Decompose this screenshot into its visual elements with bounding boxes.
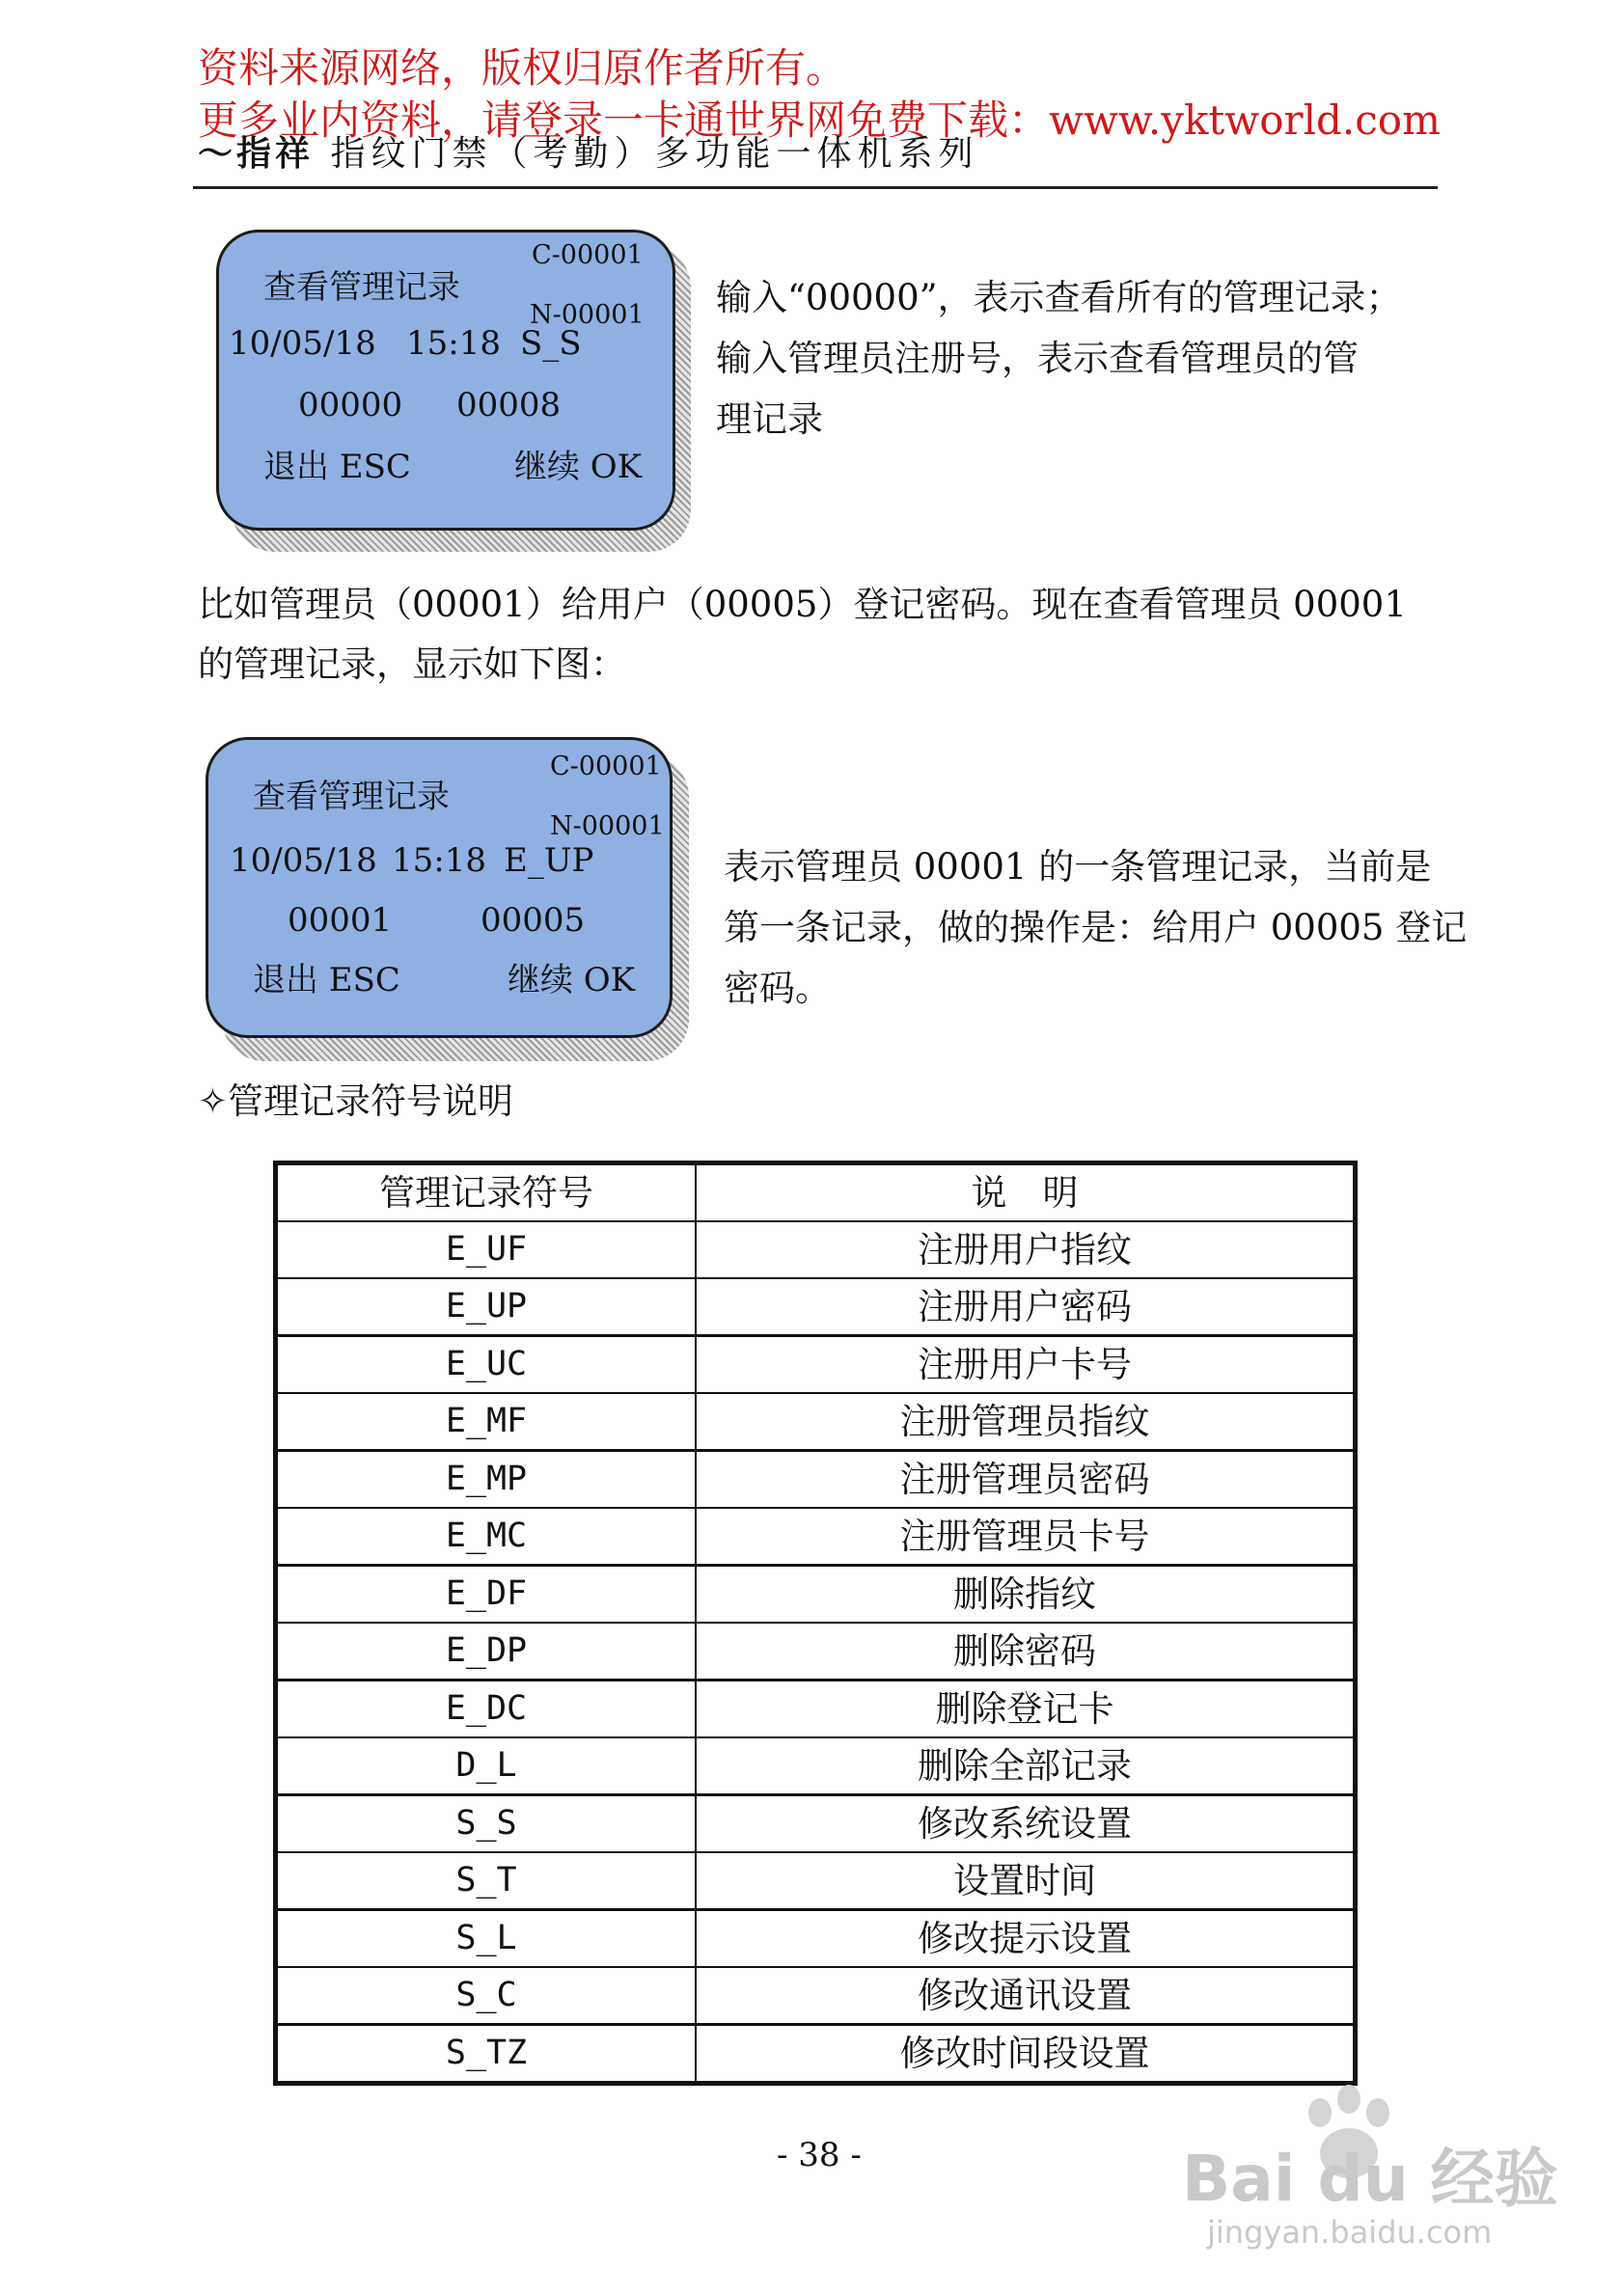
record-symbol-cell: E_DC bbox=[276, 1681, 697, 1738]
table-row bbox=[276, 1221, 1356, 1278]
example-paragraph-line: 比如管理员（00001）给用户（00005）登记密码。现在查看管理员 00001 bbox=[198, 584, 1407, 625]
table-row bbox=[276, 1623, 1356, 1681]
record-symbol-cell: E_MC bbox=[276, 1508, 697, 1566]
record-symbol-cell: E_DP bbox=[276, 1623, 697, 1681]
record-symbol-cell: S_L bbox=[276, 1910, 697, 1968]
lcd-date: 10/05/18 bbox=[229, 324, 376, 363]
record-description-cell: 注册用户密码 bbox=[696, 1278, 1356, 1336]
table-row bbox=[276, 1336, 1356, 1394]
record-symbol-cell: E_MP bbox=[276, 1451, 697, 1509]
series-title: 指纹门禁（考勤）多功能一体机系列 bbox=[330, 134, 979, 174]
record-description-cell: 修改通讯设置 bbox=[696, 1967, 1356, 2025]
lcd-date: 10/05/18 bbox=[230, 841, 377, 880]
record-symbol-cell: E_UC bbox=[276, 1336, 697, 1394]
record-description-cell: 注册管理员卡号 bbox=[696, 1508, 1356, 1566]
screen2-desc-line: 密码。 bbox=[724, 968, 831, 1009]
header-description: 说 明 bbox=[696, 1163, 1356, 1222]
record-description-cell: 设置时间 bbox=[696, 1852, 1356, 1910]
table-row bbox=[276, 1393, 1356, 1451]
lcd-admin-id: 00000 bbox=[298, 386, 403, 424]
table-row bbox=[276, 1795, 1356, 1853]
lcd-continue-ok: 继续 OK bbox=[514, 448, 643, 486]
table-row bbox=[276, 1451, 1356, 1509]
lcd-exit-esc: 退出 ESC bbox=[263, 448, 411, 486]
screen1-desc-line: 输入“00000”，表示查看所有的管理记录； bbox=[716, 277, 1402, 318]
record-symbol-cell: S_S bbox=[276, 1795, 697, 1853]
record-symbol-cell: S_C bbox=[276, 1967, 697, 2025]
screen2-desc-line: 第一条记录，做的操作是：给用户 00005 登记 bbox=[724, 907, 1468, 948]
table-row bbox=[276, 1681, 1356, 1738]
table-row bbox=[276, 2025, 1356, 2084]
lcd-continue-ok: 继续 OK bbox=[508, 961, 636, 999]
lcd-title: 查看管理记录 bbox=[253, 778, 450, 816]
download-notice: 更多业内资料，请登录一卡通世界网免费下载：www.yktworld.com bbox=[198, 96, 1441, 144]
table-row bbox=[276, 1852, 1356, 1910]
record-symbol-table bbox=[273, 1161, 1358, 2086]
record-description-cell: 删除指纹 bbox=[696, 1566, 1356, 1624]
watermark-url: jingyan.baidu.com bbox=[1207, 2214, 1493, 2251]
screen2-desc-line: 表示管理员 00001 的一条管理记录，当前是 bbox=[724, 846, 1432, 888]
record-description-cell: 删除全部记录 bbox=[696, 1737, 1356, 1795]
baidu-jingyan-watermark bbox=[1182, 2084, 1568, 2251]
brand-logo-text: 〜指祥 bbox=[198, 134, 315, 174]
header-brand-line bbox=[198, 134, 979, 174]
record-symbol-cell: E_UF bbox=[276, 1221, 697, 1278]
record-symbol-cell: S_T bbox=[276, 1852, 697, 1910]
record-description-cell: 修改时间段设置 bbox=[696, 2025, 1356, 2084]
table-row bbox=[276, 1566, 1356, 1624]
lcd-title: 查看管理记录 bbox=[263, 268, 460, 307]
record-symbol-cell: S_TZ bbox=[276, 2025, 697, 2084]
header-symbol: 管理记录符号 bbox=[276, 1163, 697, 1222]
lcd-user-id: 00008 bbox=[456, 386, 562, 424]
table-row bbox=[276, 1967, 1356, 2025]
record-description-cell: 删除密码 bbox=[696, 1623, 1356, 1681]
screen1-desc-line: 输入管理员注册号，表示查看管理员的管 bbox=[716, 338, 1359, 379]
table-header-row bbox=[276, 1163, 1356, 1222]
record-symbol-cell: E_DF bbox=[276, 1566, 697, 1624]
record-symbol-cell: E_UP bbox=[276, 1278, 697, 1336]
record-description-cell: 修改系统设置 bbox=[696, 1795, 1356, 1853]
record-description-cell: 注册用户指纹 bbox=[696, 1221, 1356, 1278]
lcd-screen-admin-record bbox=[206, 737, 673, 1038]
header-rule bbox=[193, 186, 1438, 189]
page-number: - 38 - bbox=[777, 2136, 862, 2174]
table-body bbox=[276, 1221, 1356, 2084]
record-description-cell: 注册用户卡号 bbox=[696, 1336, 1356, 1394]
lcd-counter-n: N-00001 bbox=[530, 300, 645, 330]
section-title: ✧管理记录符号说明 bbox=[198, 1080, 514, 1122]
lcd-screen-all-records bbox=[216, 230, 675, 531]
lcd-time: 15:18 bbox=[392, 841, 486, 880]
table-row bbox=[276, 1910, 1356, 1968]
table-row bbox=[276, 1278, 1356, 1336]
record-symbol-cell: D_L bbox=[276, 1737, 697, 1795]
lcd-operation-code: E_UP bbox=[504, 841, 594, 880]
lcd-counter-n: N-00001 bbox=[550, 811, 665, 841]
lcd-admin-id: 00001 bbox=[288, 901, 393, 940]
record-description-cell: 修改提示设置 bbox=[696, 1910, 1356, 1968]
example-paragraph-line: 的管理记录，显示如下图： bbox=[198, 643, 626, 685]
lcd-time: 15:18 bbox=[406, 324, 501, 363]
table-row bbox=[276, 1508, 1356, 1566]
lcd-counter-c: C-00001 bbox=[532, 240, 644, 270]
watermark-brand: Bai du 经验 bbox=[1182, 2142, 1558, 2216]
record-description-cell: 注册管理员密码 bbox=[696, 1451, 1356, 1509]
lcd-operation-code: S_S bbox=[520, 324, 582, 363]
record-description-cell: 注册管理员指纹 bbox=[696, 1393, 1356, 1451]
record-symbol-cell: E_MF bbox=[276, 1393, 697, 1451]
lcd-counter-c: C-00001 bbox=[550, 752, 662, 781]
table-row bbox=[276, 1737, 1356, 1795]
record-description-cell: 删除登记卡 bbox=[696, 1681, 1356, 1738]
source-notice: 资料来源网络，版权归原作者所有。 bbox=[198, 44, 847, 92]
lcd-user-id: 00005 bbox=[481, 901, 586, 940]
lcd-exit-esc: 退出 ESC bbox=[253, 961, 400, 999]
screen1-desc-line: 理记录 bbox=[716, 398, 823, 440]
